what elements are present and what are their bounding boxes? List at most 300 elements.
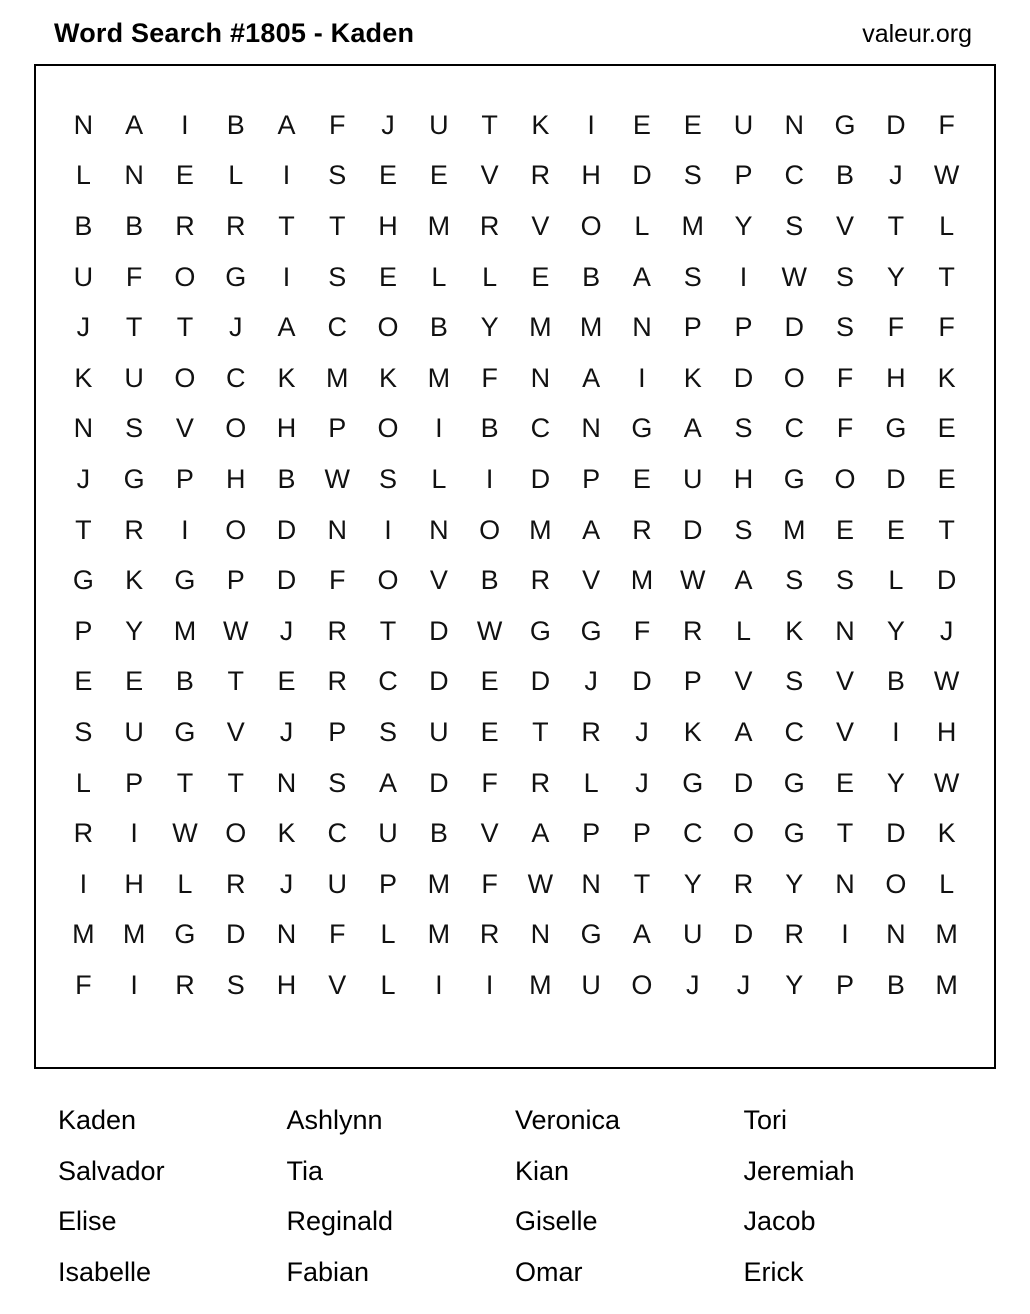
grid-cell[interactable]: O [174, 362, 196, 393]
grid-cell[interactable]: R [733, 868, 754, 899]
grid-cell[interactable]: I [435, 413, 443, 444]
grid-cell[interactable]: T [227, 666, 244, 697]
grid-cell[interactable]: B [836, 160, 855, 191]
grid-cell[interactable]: G [174, 716, 196, 747]
grid-cell[interactable]: M [630, 565, 654, 596]
grid-cell[interactable]: N [632, 312, 652, 343]
grid-cell[interactable]: S [125, 413, 144, 444]
grid-cell[interactable]: U [327, 868, 348, 899]
grid-cell[interactable]: M [783, 514, 806, 545]
grid-cell[interactable]: H [225, 463, 246, 494]
grid-cell[interactable]: Y [683, 868, 702, 899]
grid-cell[interactable]: G [580, 919, 602, 950]
grid-cell[interactable]: P [683, 312, 702, 343]
grid-cell[interactable]: W [222, 615, 249, 646]
grid-cell[interactable]: P [328, 413, 347, 444]
grid-cell[interactable]: Y [886, 615, 905, 646]
grid-cell[interactable]: K [683, 362, 702, 393]
grid-cell[interactable]: V [226, 716, 245, 747]
grid-cell[interactable]: F [125, 261, 143, 292]
grid-cell[interactable]: I [79, 868, 88, 899]
word-list-item[interactable]: Jeremiah [743, 1155, 855, 1186]
grid-cell[interactable]: R [581, 716, 601, 747]
grid-cell[interactable]: S [734, 413, 753, 444]
grid-cell[interactable]: S [785, 210, 804, 241]
grid-cell[interactable]: H [276, 969, 297, 1000]
grid-cell[interactable]: R [225, 868, 246, 899]
grid-cell[interactable]: K [937, 362, 956, 393]
grid-cell[interactable]: R [327, 666, 348, 697]
grid-cell[interactable]: S [836, 261, 855, 292]
grid-cell[interactable]: E [74, 666, 93, 697]
grid-cell[interactable]: J [381, 109, 395, 140]
grid-cell[interactable]: U [124, 716, 144, 747]
grid-cell[interactable]: G [834, 109, 856, 140]
grid-cell[interactable]: G [580, 615, 602, 646]
grid-cell[interactable]: J [685, 969, 700, 1000]
word-list-item[interactable]: Kian [515, 1155, 570, 1186]
grid-cell[interactable]: G [225, 261, 247, 292]
grid-cell[interactable]: B [582, 261, 601, 292]
grid-cell[interactable]: R [530, 160, 551, 191]
grid-cell[interactable]: B [74, 210, 93, 241]
grid-cell[interactable]: I [181, 514, 189, 545]
grid-cell[interactable]: N [530, 362, 551, 393]
grid-cell[interactable]: D [276, 514, 297, 545]
grid-cell[interactable]: L [177, 868, 193, 899]
grid-cell[interactable]: F [481, 767, 498, 798]
grid-cell[interactable]: T [938, 261, 955, 292]
grid-cell[interactable]: O [479, 514, 501, 545]
grid-cell[interactable]: Y [785, 969, 804, 1000]
grid-cell[interactable]: G [783, 463, 805, 494]
grid-cell[interactable]: Y [886, 261, 905, 292]
grid-cell[interactable]: H [936, 716, 957, 747]
grid-cell[interactable]: O [377, 565, 399, 596]
grid-cell[interactable]: I [638, 362, 646, 393]
grid-cell[interactable]: E [175, 160, 194, 191]
grid-cell[interactable]: E [937, 463, 956, 494]
grid-cell[interactable]: V [480, 160, 499, 191]
grid-cell[interactable]: J [635, 716, 649, 747]
grid-cell[interactable]: M [935, 919, 958, 950]
grid-cell[interactable]: F [75, 969, 92, 1000]
grid-cell[interactable]: N [276, 919, 297, 950]
grid-cell[interactable]: D [784, 312, 805, 343]
grid-cell[interactable]: M [72, 919, 95, 950]
grid-cell[interactable]: V [582, 565, 601, 596]
grid-cell[interactable]: N [581, 413, 601, 444]
grid-cell[interactable]: L [735, 615, 751, 646]
grid-cell[interactable]: M [935, 969, 958, 1000]
grid-cell[interactable]: M [681, 210, 704, 241]
grid-cell[interactable]: M [529, 969, 552, 1000]
grid-cell[interactable]: B [886, 969, 905, 1000]
grid-cell[interactable]: S [379, 463, 398, 494]
grid-cell[interactable]: O [225, 413, 247, 444]
grid-cell[interactable]: G [174, 565, 196, 596]
grid-cell[interactable]: U [429, 109, 449, 140]
grid-cell[interactable]: M [529, 312, 552, 343]
grid-cell[interactable]: E [632, 463, 651, 494]
grid-cell[interactable]: L [75, 767, 91, 798]
grid-cell[interactable]: R [530, 767, 551, 798]
grid-cell[interactable]: E [886, 514, 905, 545]
grid-cell[interactable]: G [783, 767, 805, 798]
grid-cell[interactable]: N [429, 514, 449, 545]
grid-cell[interactable]: B [429, 818, 448, 849]
grid-cell[interactable]: E [379, 261, 398, 292]
grid-cell[interactable]: R [784, 919, 805, 950]
grid-cell[interactable]: U [682, 463, 703, 494]
grid-cell[interactable]: L [380, 969, 396, 1000]
grid-cell[interactable]: C [784, 716, 805, 747]
grid-cell[interactable]: D [733, 767, 754, 798]
grid-cell[interactable]: J [584, 666, 598, 697]
grid-cell[interactable]: O [580, 210, 602, 241]
word-list-item[interactable]: Tori [743, 1105, 788, 1135]
grid-cell[interactable]: I [485, 463, 494, 494]
grid-cell[interactable]: W [324, 463, 350, 494]
grid-cell[interactable]: E [379, 160, 398, 191]
grid-cell[interactable]: R [327, 615, 348, 646]
grid-cell[interactable]: W [527, 868, 554, 899]
grid-cell[interactable]: K [531, 109, 550, 140]
grid-cell[interactable]: B [226, 109, 245, 140]
grid-cell[interactable]: N [886, 919, 906, 950]
grid-cell[interactable]: W [476, 615, 503, 646]
grid-cell[interactable]: L [939, 868, 955, 899]
grid-cell[interactable]: F [836, 413, 854, 444]
grid-cell[interactable]: S [328, 160, 347, 191]
word-list-item[interactable]: Jacob [743, 1206, 816, 1237]
word-list-item[interactable]: Fabian [286, 1256, 370, 1287]
grid-cell[interactable]: N [784, 109, 805, 140]
grid-cell[interactable]: F [329, 109, 346, 140]
grid-cell[interactable]: H [124, 868, 144, 899]
word-list-item[interactable]: Kaden [58, 1105, 137, 1135]
grid-cell[interactable]: N [124, 160, 144, 191]
grid-cell[interactable]: L [634, 210, 650, 241]
grid-cell[interactable]: C [225, 362, 246, 393]
grid-cell[interactable]: A [734, 565, 753, 596]
grid-cell[interactable]: N [73, 109, 94, 140]
grid-cell[interactable]: K [125, 565, 144, 596]
grid-cell[interactable]: V [531, 210, 550, 241]
grid-cell[interactable]: C [682, 818, 703, 849]
grid-cell[interactable]: Y [785, 868, 804, 899]
grid-cell[interactable]: P [582, 818, 601, 849]
grid-cell[interactable]: O [783, 362, 805, 393]
grid-cell[interactable]: C [784, 160, 805, 191]
grid-cell[interactable]: U [73, 261, 94, 292]
grid-cell[interactable]: B [277, 463, 296, 494]
grid-cell[interactable]: L [888, 565, 904, 596]
grid-cell[interactable]: O [631, 969, 653, 1000]
grid-cell[interactable]: I [130, 969, 138, 1000]
grid-cell[interactable]: O [377, 312, 399, 343]
grid-cell[interactable]: V [175, 413, 194, 444]
grid-cell[interactable]: L [482, 261, 498, 292]
grid-cell[interactable]: S [836, 565, 855, 596]
grid-cell[interactable]: G [529, 615, 551, 646]
grid-cell[interactable]: N [530, 919, 551, 950]
word-list-item[interactable]: Omar [515, 1256, 583, 1287]
grid-cell[interactable]: L [583, 767, 599, 798]
word-list-item[interactable]: Isabelle [58, 1256, 152, 1287]
grid-cell[interactable]: I [282, 160, 291, 191]
grid-cell[interactable]: F [329, 565, 346, 596]
grid-cell[interactable]: E [683, 109, 702, 140]
grid-cell[interactable]: T [481, 109, 498, 140]
grid-cell[interactable]: I [282, 261, 291, 292]
grid-cell[interactable]: T [379, 615, 397, 646]
grid-cell[interactable]: Y [886, 767, 905, 798]
grid-cell[interactable]: G [783, 818, 805, 849]
grid-cell[interactable]: K [937, 818, 956, 849]
grid-cell[interactable]: U [733, 109, 754, 140]
grid-cell[interactable]: J [279, 615, 294, 646]
grid-cell[interactable]: M [173, 615, 197, 646]
grid-cell[interactable]: N [835, 868, 855, 899]
grid-cell[interactable]: C [378, 666, 398, 697]
grid-cell[interactable]: J [635, 767, 649, 798]
grid-cell[interactable]: Y [480, 312, 499, 343]
grid-cell[interactable]: H [378, 210, 398, 241]
grid-cell[interactable]: W [172, 818, 198, 849]
grid-cell[interactable]: C [784, 413, 805, 444]
grid-cell[interactable]: R [175, 969, 195, 1000]
grid-cell[interactable]: A [683, 413, 702, 444]
grid-cell[interactable]: P [582, 463, 601, 494]
grid-cell[interactable]: T [938, 514, 955, 545]
grid-cell[interactable]: T [75, 514, 92, 545]
grid-cell[interactable]: M [529, 514, 552, 545]
grid-cell[interactable]: E [632, 109, 651, 140]
grid-cell[interactable]: G [682, 767, 704, 798]
grid-cell[interactable]: P [836, 969, 855, 1000]
grid-cell[interactable]: U [124, 362, 144, 393]
grid-cell[interactable]: A [582, 362, 601, 393]
grid-cell[interactable]: V [734, 666, 753, 697]
grid-cell[interactable]: P [226, 565, 245, 596]
grid-cell[interactable]: N [73, 413, 94, 444]
grid-cell[interactable]: D [429, 615, 449, 646]
grid-cell[interactable]: U [378, 818, 398, 849]
grid-cell[interactable]: D [276, 565, 297, 596]
grid-cell[interactable]: R [175, 210, 195, 241]
grid-cell[interactable]: A [632, 919, 651, 950]
grid-cell[interactable]: I [130, 818, 138, 849]
grid-cell[interactable]: P [683, 666, 702, 697]
grid-cell[interactable]: D [429, 666, 449, 697]
grid-cell[interactable]: G [885, 413, 907, 444]
grid-cell[interactable]: D [530, 666, 551, 697]
grid-cell[interactable]: S [328, 261, 347, 292]
grid-cell[interactable]: T [176, 767, 194, 798]
word-list-item[interactable]: Elise [58, 1206, 117, 1237]
grid-cell[interactable]: S [683, 160, 702, 191]
grid-cell[interactable]: F [633, 615, 651, 646]
grid-cell[interactable]: A [277, 109, 296, 140]
grid-cell[interactable]: D [225, 919, 246, 950]
grid-cell[interactable]: B [480, 565, 499, 596]
grid-cell[interactable]: T [532, 716, 549, 747]
grid-cell[interactable]: T [176, 312, 194, 343]
grid-cell[interactable]: N [276, 767, 297, 798]
grid-cell[interactable]: M [427, 919, 451, 950]
grid-cell[interactable]: K [277, 818, 296, 849]
grid-cell[interactable]: J [939, 615, 954, 646]
grid-cell[interactable]: T [329, 210, 346, 241]
word-list-item[interactable]: Reginald [286, 1206, 394, 1237]
grid-cell[interactable]: M [122, 919, 146, 950]
grid-cell[interactable]: E [836, 767, 855, 798]
grid-cell[interactable]: E [937, 413, 956, 444]
grid-cell[interactable]: U [581, 969, 601, 1000]
grid-cell[interactable]: F [887, 312, 905, 343]
grid-cell[interactable]: J [889, 160, 903, 191]
grid-cell[interactable]: L [431, 261, 447, 292]
grid-cell[interactable]: B [886, 666, 905, 697]
grid-cell[interactable]: M [579, 312, 603, 343]
grid-cell[interactable]: T [125, 312, 143, 343]
grid-cell[interactable]: A [125, 109, 144, 140]
grid-cell[interactable]: D [886, 818, 906, 849]
grid-cell[interactable]: R [225, 210, 246, 241]
grid-cell[interactable]: I [384, 514, 392, 545]
grid-cell[interactable]: R [479, 210, 500, 241]
grid-cell[interactable]: H [886, 362, 906, 393]
grid-cell[interactable]: R [632, 514, 652, 545]
grid-cell[interactable]: I [181, 109, 189, 140]
grid-cell[interactable]: W [679, 565, 706, 596]
grid-cell[interactable]: J [279, 716, 294, 747]
grid-cell[interactable]: L [431, 463, 447, 494]
grid-cell[interactable]: T [836, 818, 854, 849]
grid-cell[interactable]: V [429, 565, 448, 596]
grid-cell[interactable]: D [936, 565, 957, 596]
grid-cell[interactable]: B [480, 413, 499, 444]
grid-cell[interactable]: K [683, 716, 702, 747]
grid-cell[interactable]: E [480, 716, 499, 747]
grid-cell[interactable]: I [841, 919, 849, 950]
grid-cell[interactable]: U [682, 919, 703, 950]
grid-cell[interactable]: W [933, 160, 960, 191]
grid-cell[interactable]: G [631, 413, 653, 444]
grid-cell[interactable]: V [328, 969, 347, 1000]
grid-cell[interactable]: G [123, 463, 145, 494]
grid-cell[interactable]: J [76, 312, 91, 343]
grid-cell[interactable]: K [785, 615, 804, 646]
grid-cell[interactable]: I [892, 716, 900, 747]
grid-cell[interactable]: J [736, 969, 751, 1000]
grid-cell[interactable]: S [683, 261, 702, 292]
grid-cell[interactable]: K [74, 362, 93, 393]
grid-cell[interactable]: S [328, 767, 347, 798]
grid-cell[interactable]: L [75, 160, 91, 191]
grid-cell[interactable]: S [734, 514, 753, 545]
grid-cell[interactable]: O [225, 514, 247, 545]
grid-cell[interactable]: E [836, 514, 855, 545]
grid-cell[interactable]: A [582, 514, 601, 545]
grid-cell[interactable]: S [785, 666, 804, 697]
grid-cell[interactable]: B [125, 210, 144, 241]
grid-cell[interactable]: U [429, 716, 449, 747]
grid-cell[interactable]: V [836, 716, 855, 747]
grid-cell[interactable]: C [530, 413, 551, 444]
grid-cell[interactable]: O [377, 413, 399, 444]
grid-cell[interactable]: O [732, 818, 754, 849]
grid-cell[interactable]: W [933, 666, 960, 697]
grid-cell[interactable]: D [682, 514, 703, 545]
grid-cell[interactable]: R [73, 818, 94, 849]
word-list-item[interactable]: Erick [743, 1256, 804, 1287]
grid-cell[interactable]: B [429, 312, 448, 343]
grid-cell[interactable]: W [933, 767, 960, 798]
grid-cell[interactable]: R [682, 615, 703, 646]
grid-cell[interactable]: S [226, 969, 245, 1000]
grid-cell[interactable]: S [74, 716, 93, 747]
grid-cell[interactable]: H [276, 413, 297, 444]
grid-cell[interactable]: E [531, 261, 550, 292]
grid-cell[interactable]: D [733, 919, 754, 950]
grid-cell[interactable]: L [939, 210, 955, 241]
grid-cell[interactable]: J [76, 463, 91, 494]
grid-cell[interactable]: I [485, 969, 494, 1000]
grid-cell[interactable]: N [835, 615, 855, 646]
word-list-item[interactable]: Tia [286, 1155, 324, 1186]
grid-cell[interactable]: N [581, 868, 601, 899]
grid-cell[interactable]: A [531, 818, 550, 849]
grid-cell[interactable]: S [379, 716, 398, 747]
grid-cell[interactable]: J [279, 868, 294, 899]
grid-cell[interactable]: M [326, 362, 349, 393]
grid-cell[interactable]: R [479, 919, 500, 950]
grid-cell[interactable]: C [327, 818, 348, 849]
grid-cell[interactable]: R [530, 565, 551, 596]
grid-cell[interactable]: E [277, 666, 296, 697]
grid-cell[interactable]: A [277, 312, 296, 343]
grid-cell[interactable]: M [427, 868, 451, 899]
grid-cell[interactable]: D [632, 160, 652, 191]
grid-cell[interactable]: P [734, 160, 753, 191]
grid-cell[interactable]: O [174, 261, 196, 292]
grid-cell[interactable]: F [938, 312, 955, 343]
grid-cell[interactable]: G [72, 565, 94, 596]
word-list-item[interactable]: Veronica [515, 1105, 621, 1135]
grid-cell[interactable]: I [587, 109, 595, 140]
grid-cell[interactable]: V [836, 210, 855, 241]
grid-cell[interactable]: P [379, 868, 398, 899]
grid-cell[interactable]: D [733, 362, 754, 393]
grid-cell[interactable]: P [125, 767, 144, 798]
grid-cell[interactable]: P [175, 463, 194, 494]
grid-cell[interactable]: P [74, 615, 93, 646]
grid-cell[interactable]: M [427, 210, 451, 241]
grid-cell[interactable]: D [886, 463, 906, 494]
grid-cell[interactable]: O [225, 818, 247, 849]
grid-cell[interactable]: K [277, 362, 296, 393]
grid-cell[interactable]: T [227, 767, 244, 798]
grid-cell[interactable]: H [733, 463, 754, 494]
word-list-item[interactable]: Salvador [58, 1155, 165, 1186]
grid-cell[interactable]: T [278, 210, 295, 241]
grid-cell[interactable]: E [125, 666, 144, 697]
grid-cell[interactable]: S [836, 312, 855, 343]
grid-cell[interactable]: A [632, 261, 651, 292]
grid-cell[interactable]: D [429, 767, 449, 798]
